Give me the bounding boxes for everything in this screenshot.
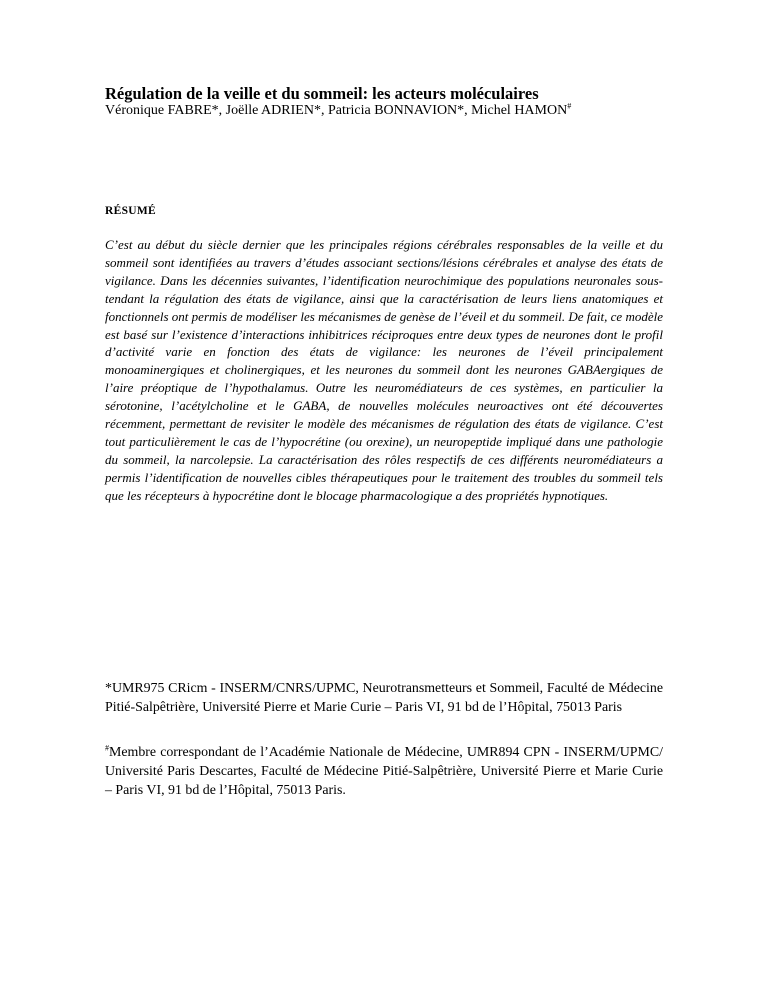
author-footnote-mark: # [567,101,572,111]
abstract-text: C’est au début du siècle dernier que les principales régions cérébrales responsables de la veille et du sommeil sont identifiées au travers d’études associant sections/lésions cérébrales et analyse des états de vigilance. Dans les décennies suivantes, l’identification neurochimique des populations neuronales sous-tendant la régulation des états de vigilance, ainsi que la caractérisation de leurs liens anatomiques et fonctionnels ont permis de modéliser les mécanismes de genèse de l’éveil et du sommeil. De fait, ce modèle est basé sur l’existence d’interactions inhibitrices réciproques entre deux types de neurones dont le profil d’activité varie en fonction des états de vigilance: les neurones de l’éveil principalement monoaminergiques et cholinergiques, et les neurones du sommeil dont les neurones GABAergiques de l’aire préoptique de l’hypothalamus. Outre les neuromédiateurs de ces systèmes, en particulier la sérotonine, l’acétylcholine et le GABA, de nouvelles molécules neuroactives ont été découvertes récemment, permettant de revisiter le modèle des mécanismes de régulation des états de vigilance. C’est tout particulièrement le cas de l’hypocrétine (ou orexine), un neuropeptide impliqué dans une pathologie du sommeil, la narcolepsie. La caractérisation des rôles respectifs de ces différents neuromédiateurs a permis l’identification de nouvelles cibles thérapeutiques pour le traitement des troubles du sommeil tels que les récepteurs à hypocrétine dont le blocage pharmacologique a des propriétés hypnotiques. [105,237,663,503]
author-names: Véronique FABRE*, Joëlle ADRIEN*, Patricia BONNAVION*, Michel HAMON [105,103,568,118]
affiliation-2-mark: # [105,743,109,753]
affiliation-1-text: *UMR975 CRicm - INSERM/CNRS/UPMC, Neurotransmetteurs et Sommeil, Faculté de Médecine Pitié-Salpêtrière, Université Pierre et Marie Curie – Paris VI, 91 bd de l’Hôpital, 75013 Paris [105,681,663,715]
affiliation-2-text: Membre correspondant de l’Académie Nationale de Médecine, UMR894 CPN - INSERM/UPMC/ Université Paris Descartes, Faculté de Médecine Pitié-Salpêtrière, Université Pierre et Marie Curie – Paris VI, 91 bd de l’Hôpital, 75013 Paris. [105,745,663,798]
affiliation-2 [105,743,663,800]
author-list [105,102,705,120]
abstract-heading: RÉSUMÉ [105,205,157,217]
affiliation-1 [105,679,663,717]
paper-title: Régulation de la veille et du sommeil: les acteurs moléculaires [105,84,539,103]
